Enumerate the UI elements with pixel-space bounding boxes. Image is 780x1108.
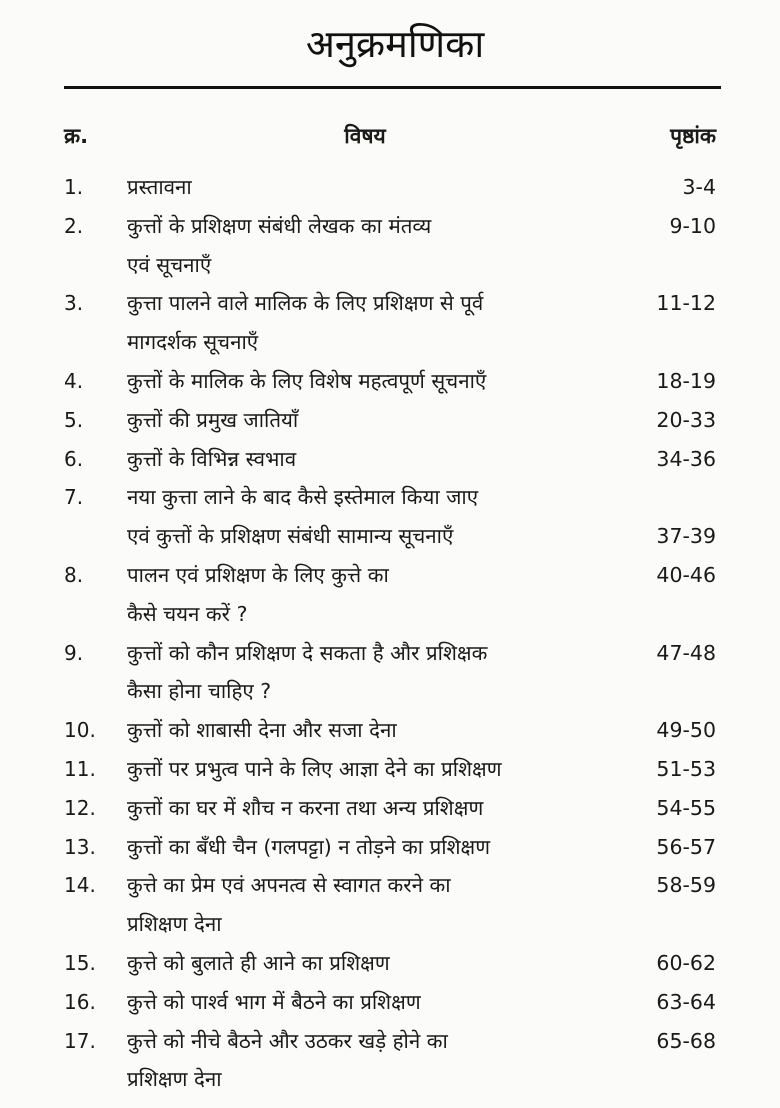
table-header <box>0 118 780 154</box>
entry-pages: 20-33 <box>656 407 716 432</box>
entry-title-line: कुत्तों के मालिक के लिए विशेष महत्वपूर्ण सूचनाएँ <box>127 368 487 393</box>
entry-title-line: नया कुत्ता लाने के बाद कैसे इस्तेमाल किया जाए <box>127 485 479 510</box>
toc-entry <box>0 556 780 634</box>
entry-title-line: कुत्तों का घर में शौच न करना तथा अन्य प्रशिक्षण <box>127 795 484 820</box>
entry-number: 7. <box>64 485 84 510</box>
toc-entry <box>0 1022 780 1100</box>
entry-pages: 56-57 <box>656 834 716 859</box>
entry-title-line: प्रशिक्षण देना <box>127 1067 222 1092</box>
title-underline <box>64 86 721 89</box>
entry-number: 4. <box>64 368 84 393</box>
entry-pages: 18-19 <box>656 368 716 393</box>
entry-number: 15. <box>64 950 96 975</box>
entry-title-line: एवं कुत्तों के प्रशिक्षण संबंधी सामान्य सूचनाएँ <box>127 524 454 549</box>
entry-title-line: कैसे चयन करें ? <box>127 601 248 626</box>
entry-title-line: कुत्तों की प्रमुख जातियाँ <box>127 407 299 432</box>
entry-pages: 34-36 <box>656 446 716 471</box>
toc-entry <box>0 168 780 207</box>
entry-title-line: कुत्तों पर प्रभुत्व पाने के लिए आज्ञा देने का प्रशिक्षण <box>127 756 502 781</box>
toc-entry <box>0 634 780 712</box>
entry-pages: 63-64 <box>656 989 716 1014</box>
entry-title-line: कुत्ता पालने वाले मालिक के लिए प्रशिक्षण से पूर्व <box>127 291 484 316</box>
entry-number: 17. <box>64 1028 96 1053</box>
entry-pages: 40-46 <box>656 562 716 587</box>
entry-pages: 47-48 <box>656 640 716 665</box>
toc-entry <box>0 789 780 828</box>
entry-title-line: पालन एवं प्रशिक्षण के लिए कुत्ते का <box>127 562 389 587</box>
entry-title-line: कुत्ते को पार्श्व भाग में बैठने का प्रशिक्षण <box>127 989 421 1014</box>
entry-title-line: प्रशिक्षण देना <box>127 912 222 937</box>
entry-number: 12. <box>64 795 96 820</box>
header-number: क्र. <box>64 124 89 148</box>
entry-number: 1. <box>64 175 84 199</box>
toc-entry <box>0 440 780 479</box>
toc-list <box>0 168 780 1099</box>
header-subject: विषय <box>344 124 386 148</box>
entry-title-line: एवं सूचनाएँ <box>127 252 212 277</box>
entry-number: 14. <box>64 873 96 898</box>
entry-title-line: कुत्तों का बँधी चैन (गलपट्टा) न तोड़ने का प्रशिक्षण <box>127 834 491 859</box>
entry-number: 16. <box>64 989 96 1014</box>
toc-entry <box>0 401 780 440</box>
entry-title-line: प्रस्तावना <box>127 175 192 199</box>
toc-entry <box>0 750 780 789</box>
entry-title-line: कुत्तों के प्रशिक्षण संबंधी लेखक का मंतव्य <box>127 213 432 238</box>
entry-title-line: कुत्ते को नीचे बैठने और उठकर खड़े होने का <box>127 1028 448 1053</box>
toc-entry <box>0 711 780 750</box>
page-title: अनुक्रमणिका <box>305 22 485 66</box>
header-page: पृष्ठांक <box>670 124 716 148</box>
toc-entry <box>0 478 780 556</box>
entry-number: 2. <box>64 213 84 238</box>
entry-number: 6. <box>64 446 84 471</box>
entry-pages: 58-59 <box>656 873 716 898</box>
entry-number: 10. <box>64 718 96 743</box>
entry-title-line: कुत्ते का प्रेम एवं अपनत्व से स्वागत करने का <box>127 873 451 898</box>
entry-pages: 9-10 <box>669 213 716 238</box>
toc-entry <box>0 362 780 401</box>
entry-title-line: कुत्तों को कौन प्रशिक्षण दे सकता है और प्रशिक्षक <box>127 640 488 665</box>
toc-entry <box>0 944 780 983</box>
entry-pages: 54-55 <box>656 795 716 820</box>
entry-pages: 60-62 <box>656 950 716 975</box>
entry-title-line: कैसा होना चाहिए ? <box>127 679 272 704</box>
toc-entry <box>0 207 780 285</box>
entry-title-line: कुत्ते को बुलाते ही आने का प्रशिक्षण <box>127 950 390 975</box>
entry-pages: 3-4 <box>682 175 716 199</box>
entry-pages: 37-39 <box>656 524 716 549</box>
entry-number: 9. <box>64 640 84 665</box>
entry-number: 5. <box>64 407 84 432</box>
entry-number: 13. <box>64 834 96 859</box>
entry-pages: 65-68 <box>656 1028 716 1053</box>
entry-number: 11. <box>64 756 96 781</box>
entry-title-line: मागदर्शक सूचनाएँ <box>127 330 259 355</box>
entry-number: 3. <box>64 291 84 316</box>
entry-title-line: कुत्तों के विभिन्न स्वभाव <box>127 446 297 471</box>
entry-title-line: कुत्तों को शाबासी देना और सजा देना <box>127 718 397 743</box>
toc-entry <box>0 866 780 944</box>
entry-pages: 51-53 <box>656 756 716 781</box>
toc-entry <box>0 983 780 1022</box>
entry-pages: 49-50 <box>656 718 716 743</box>
entry-pages: 11-12 <box>656 291 716 316</box>
toc-entry <box>0 828 780 867</box>
toc-entry <box>0 284 780 362</box>
entry-number: 8. <box>64 562 84 587</box>
